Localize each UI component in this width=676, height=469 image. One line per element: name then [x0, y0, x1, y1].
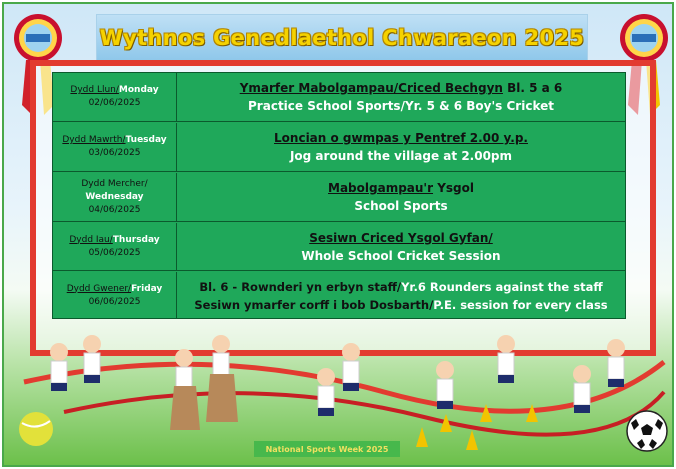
day-cell — [53, 223, 177, 270]
day-english: Friday — [131, 283, 163, 294]
activity-cell — [177, 73, 625, 121]
activity-welsh-suffix: Bl. 5 a 6 — [502, 81, 563, 95]
activity-english-2: P.E. session for every class — [433, 297, 608, 312]
activity-cell — [177, 272, 625, 319]
activity-cell — [177, 173, 625, 221]
table-row — [53, 223, 625, 271]
activity-welsh: Bl. 6 - Rownderi yn erbyn staff/ — [199, 279, 402, 294]
day-welsh: Dydd Iau/ — [69, 234, 113, 245]
day-date: 04/06/2025 — [88, 204, 141, 215]
activity-welsh-suffix: Ysgol — [433, 181, 474, 195]
day-welsh: Dydd Llun/ — [70, 85, 119, 95]
day-english: Monday — [118, 85, 159, 95]
table-row — [53, 73, 625, 122]
day-cell — [53, 73, 177, 121]
day-date: 06/06/2025 — [88, 296, 141, 307]
activity-english: Yr.6 Rounders against the staff — [401, 279, 603, 294]
activity-welsh: Sesiwn Criced Ysgol Gyfan/ — [309, 230, 493, 245]
day-date: 02/06/2025 — [88, 98, 141, 108]
footer-label: National Sports Week 2025 — [254, 441, 400, 457]
day-welsh: Dydd Gwener/ — [66, 283, 132, 294]
day-english: Tuesday — [125, 135, 167, 145]
activity-english: Whole School Cricket Session — [301, 248, 501, 263]
activity-welsh-2: Sesiwn ymarfer corff i bob Dosbarth/ — [194, 297, 434, 312]
tennis-ball-icon — [16, 409, 56, 449]
day-date: 05/06/2025 — [88, 247, 141, 258]
activity-cell — [177, 223, 625, 270]
day-english: Thursday — [112, 234, 160, 245]
day-cell — [53, 272, 177, 319]
day-date: 03/06/2025 — [88, 148, 141, 158]
day-welsh: Dydd Mawrth/ — [62, 135, 126, 145]
activity-welsh: Mabolgampau'r — [328, 181, 434, 195]
day-cell — [53, 173, 177, 221]
football-icon — [625, 409, 669, 453]
activity-english: Practice School Sports/Yr. 5 & 6 Boy's Cricket — [248, 99, 554, 113]
poster-title: Wythnos Genedlaethol Chwaraeon 2025 — [99, 26, 585, 50]
title-banner — [96, 14, 588, 62]
activity-cell — [177, 123, 625, 171]
day-welsh: Dydd Mercher/ — [81, 178, 148, 189]
day-cell — [53, 123, 177, 171]
table-row — [53, 173, 625, 222]
day-english: Wednesday — [85, 191, 144, 202]
table-row — [53, 123, 625, 172]
schedule-table — [52, 72, 626, 319]
activity-welsh: Loncian o gwmpas y Pentref 2.00 y.p. — [274, 131, 528, 145]
activity-welsh: Ymarfer Mabolgampau/Criced Bechgyn — [239, 81, 503, 95]
table-row — [53, 272, 625, 319]
activity-english: School Sports — [354, 199, 448, 213]
activity-english: Jog around the village at 2.00pm — [289, 149, 513, 163]
